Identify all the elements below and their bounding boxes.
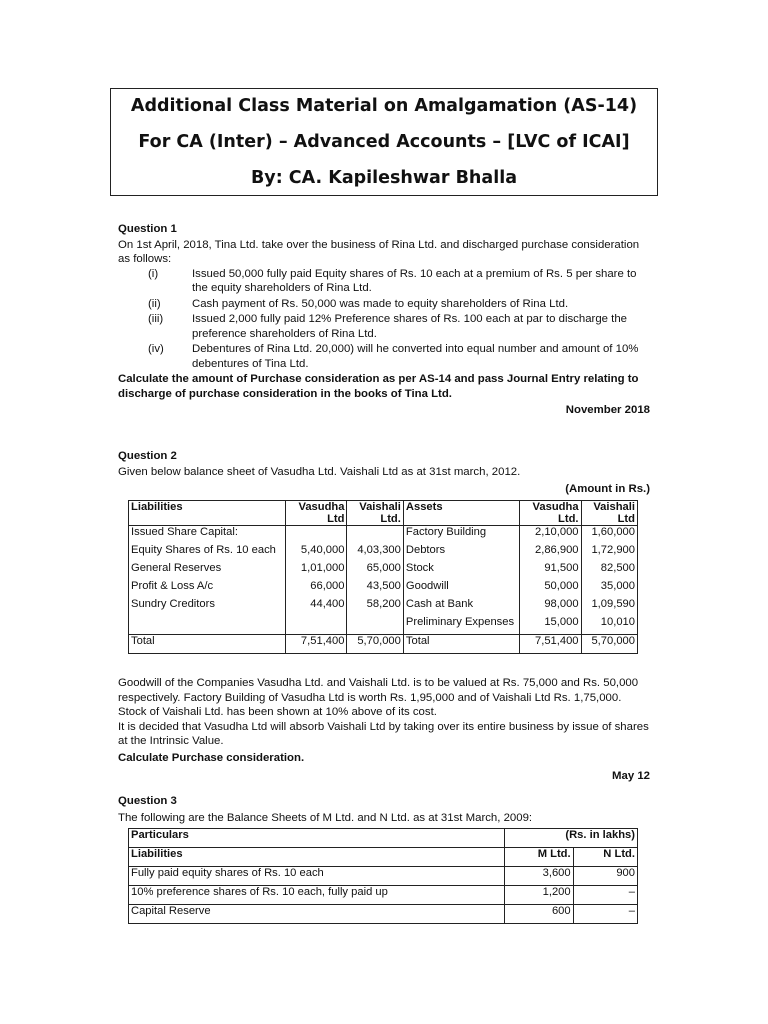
table-row: Preliminary Expenses 15,000 10,010 (129, 616, 638, 635)
table-total-row: Total 7,51,400 5,70,000 Total 7,51,400 5,70,000 (129, 635, 638, 654)
title-line-2: For CA (Inter) – Advanced Accounts – [LVC of ICAI] (138, 132, 630, 152)
question-2-title: Question 2 (118, 450, 177, 462)
list-item: (i) Issued 50,000 fully paid Equity shares of Rs. 10 each at a premium of Rs. 5 per share to the equity shareholders of Rina Ltd. (148, 267, 637, 294)
title-line-1: Additional Class Material on Amalgamation (AS-14) (130, 96, 638, 116)
question-2-para-1: Goodwill of the Companies Vasudha Ltd. and Vaishali Ltd. is to be valued at Rs. 75,000 and Rs. 50,000 respectively. Factory Building of Vasudha Ltd is worth Rs. 1,95,000 and of Vaishali Ltd Rs. 1,75,000. Stock of Vaishali Ltd. has been shown at 10% above of its cost. (118, 677, 639, 718)
table-header: Liabilities M Ltd. N Ltd. (129, 848, 638, 867)
question-1 (118, 222, 650, 418)
table-row: Fully paid equity shares of Rs. 10 each 3,600 900 (129, 867, 638, 886)
table-row: Capital Reserve 600 – (129, 905, 638, 924)
question-3 (118, 794, 650, 825)
list-item: (iv) Debentures of Rina Ltd. 20,000) will he converted into equal number and amount of 10% debentures of Tina Ltd. (148, 343, 639, 370)
question-3-intro: The following are the Balance Sheets of M Ltd. and N Ltd. as at 31st March, 2009: (118, 811, 533, 824)
q3-balance-sheet-table (128, 828, 638, 924)
question-2-para-2: It is decided that Vasudha Ltd will absorb Vaishali Ltd by taking over its entire business by issue of shares at the Intrinsic Value. (118, 720, 649, 747)
title-box (110, 88, 658, 196)
question-2-source: May 12 (612, 770, 650, 782)
table-header: Particulars (Rs. in lakhs) (129, 829, 638, 848)
question-2-intro: Given below balance sheet of Vasudha Ltd. Vaishali Ltd as at 31st march, 2012. (118, 465, 521, 478)
question-1-source: November 2018 (565, 404, 650, 416)
table-row: Sundry Creditors 44,400 58,200 Cash at Bank 98,000 1,09,590 (129, 598, 638, 616)
question-1-instruction: Calculate the amount of Purchase consideration as per AS-14 and pass Journal Entry relating to discharge of purchase consideration in the books of Tina Ltd. (118, 373, 639, 400)
table-header: Liabilities Vasudha Ltd Vaishali Ltd. Assets Vasudha Ltd. Vaishali Ltd (129, 501, 638, 526)
table-row: General Reserves 1,01,000 65,000 Stock 91,500 82,500 (129, 562, 638, 580)
question-2-notes (118, 676, 650, 784)
question-1-title: Question 1 (118, 223, 177, 235)
question-2 (118, 449, 650, 497)
table-row: Issued Share Capital: Factory Building 2,10,000 1,60,000 (129, 526, 638, 545)
question-3-title: Question 3 (118, 795, 177, 807)
question-2-instruction: Calculate Purchase consideration. (118, 751, 305, 764)
list-item: (ii) Cash payment of Rs. 50,000 was made to equity shareholders of Rina Ltd. (148, 297, 569, 310)
title-line-3: By: CA. Kapileshwar Bhalla (250, 168, 518, 188)
amount-note: (Amount in Rs.) (565, 483, 650, 495)
balance-sheet-table (128, 500, 638, 654)
table-row: Profit & Loss A/c 66,000 43,500 Goodwill 50,000 35,000 (129, 580, 638, 598)
table-row: 10% preference shares of Rs. 10 each, fully paid up 1,200 – (129, 886, 638, 905)
question-1-intro: On 1st April, 2018, Tina Ltd. take over the business of Rina Ltd. and discharged purchase consideration as follows: (118, 238, 640, 265)
list-item: (iii) Issued 2,000 fully paid 12% Preference shares of Rs. 100 each at par to discharge the preference shareholders of Rina Ltd. (148, 313, 628, 340)
table-row: Equity Shares of Rs. 10 each 5,40,000 4,03,300 Debtors 2,86,900 1,72,900 (129, 544, 638, 562)
